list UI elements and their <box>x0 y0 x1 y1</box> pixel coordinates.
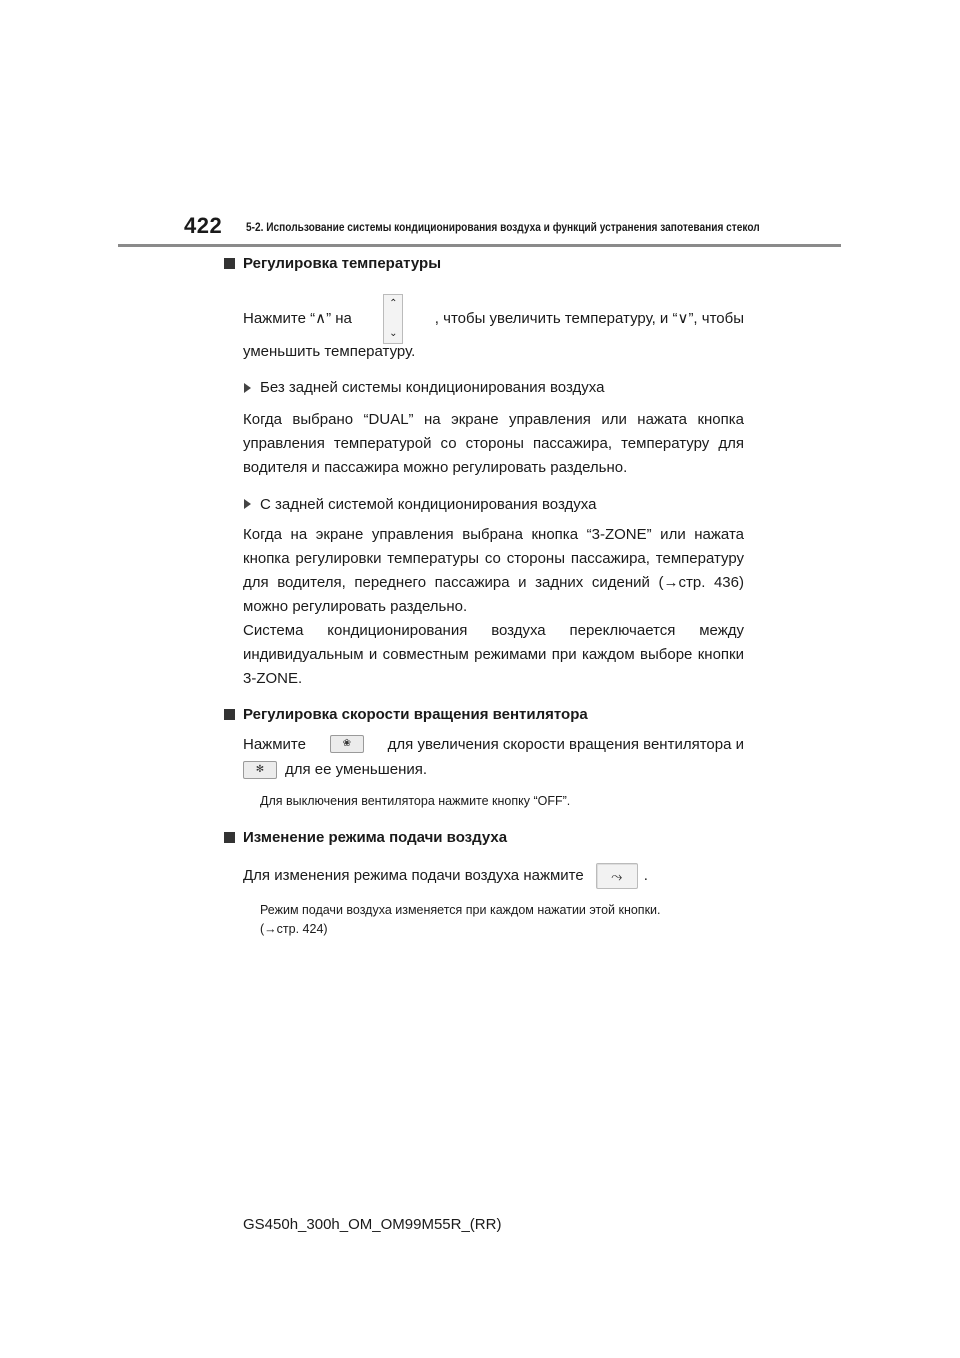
triangle-bullet-icon <box>244 499 251 509</box>
heading-text: Изменение режима подачи воздуха <box>243 828 508 846</box>
fan-low-icon: ✻ <box>255 763 265 775</box>
text-run: Нажмите “∧” на <box>243 309 352 327</box>
rear-ac-text: Когда на экране управления выбрана кнопка “3-ZONE” или нажата кнопка регулировки температуры со стороны пассажира, температуру для водителя, переднего пассажира и задних сидений (→стр. 436) можно регулировать раздельно. <box>243 526 744 615</box>
fan-speed-up-button[interactable] <box>330 735 364 753</box>
temperature-instruction <box>243 292 744 346</box>
heading-fan-speed <box>224 703 744 727</box>
triangle-bullet-icon <box>244 383 251 393</box>
square-bullet-icon <box>224 709 235 720</box>
subheading-no-rear-ac: Без задней системы кондиционирования воздуха <box>243 376 744 400</box>
subheading-rear-ac: С задней системой кондиционирования воздуха <box>243 493 744 517</box>
air-mode-note: Режим подачи воздуха изменяется при каждом нажатии этой кнопки. (→стр. 424) <box>260 903 661 936</box>
three-zone-text: Система кондиционирования воздуха переключается между индивидуальным и совместным режимами при каждом выборе кнопки 3-ZONE. <box>243 622 744 687</box>
fan-speed-down-button[interactable] <box>243 761 277 779</box>
square-bullet-icon <box>224 258 235 269</box>
fan-high-icon: ❀ <box>342 738 351 750</box>
temperature-instruction-cont: уменьшить температуру. <box>243 342 416 360</box>
temperature-updown-button[interactable] <box>383 294 403 344</box>
section-title: 5-2. Использование системы кондиционирования воздуха и функций устранения запотевания стекол <box>246 222 760 234</box>
text-run: , чтобы увеличить температуру, и “∨”, чтобы <box>434 309 744 327</box>
fan-speed-instruction-cont: ✻ для ее уменьшения. <box>243 758 744 782</box>
page-content <box>224 252 744 939</box>
square-bullet-icon <box>224 832 235 843</box>
heading-air-mode <box>224 826 744 850</box>
chevron-down-icon: ⌄ <box>389 327 398 339</box>
page-number: 422 <box>184 213 223 238</box>
air-outlet-mode-button[interactable] <box>596 863 638 889</box>
fan-off-note: Для выключения вентилятора нажмите кнопку “OFF”. <box>260 793 571 808</box>
fan-speed-instruction: Нажмите ❀ для увеличения скорости вращения вентилятора и <box>243 735 744 753</box>
air-mode-instruction: Для изменения режима подачи воздуха нажмите ⤳ . <box>243 863 744 889</box>
heading-temperature <box>224 252 744 276</box>
heading-text: Регулировка температуры <box>243 255 442 272</box>
heading-text: Регулировка скорости вращения вентилятора <box>243 706 588 723</box>
header-rule <box>118 244 841 247</box>
air-outlet-icon: ⤳ <box>611 868 623 884</box>
no-rear-ac-text: Когда выбрано “DUAL” на экране управления или нажата кнопка управления температурой со стороны пассажира, температуру для водителя и пассажира можно регулировать раздельно. <box>243 410 744 476</box>
chevron-up-icon: ⌃ <box>389 297 398 309</box>
document-code: GS450h_300h_OM_OM99M55R_(RR) <box>243 1216 502 1233</box>
